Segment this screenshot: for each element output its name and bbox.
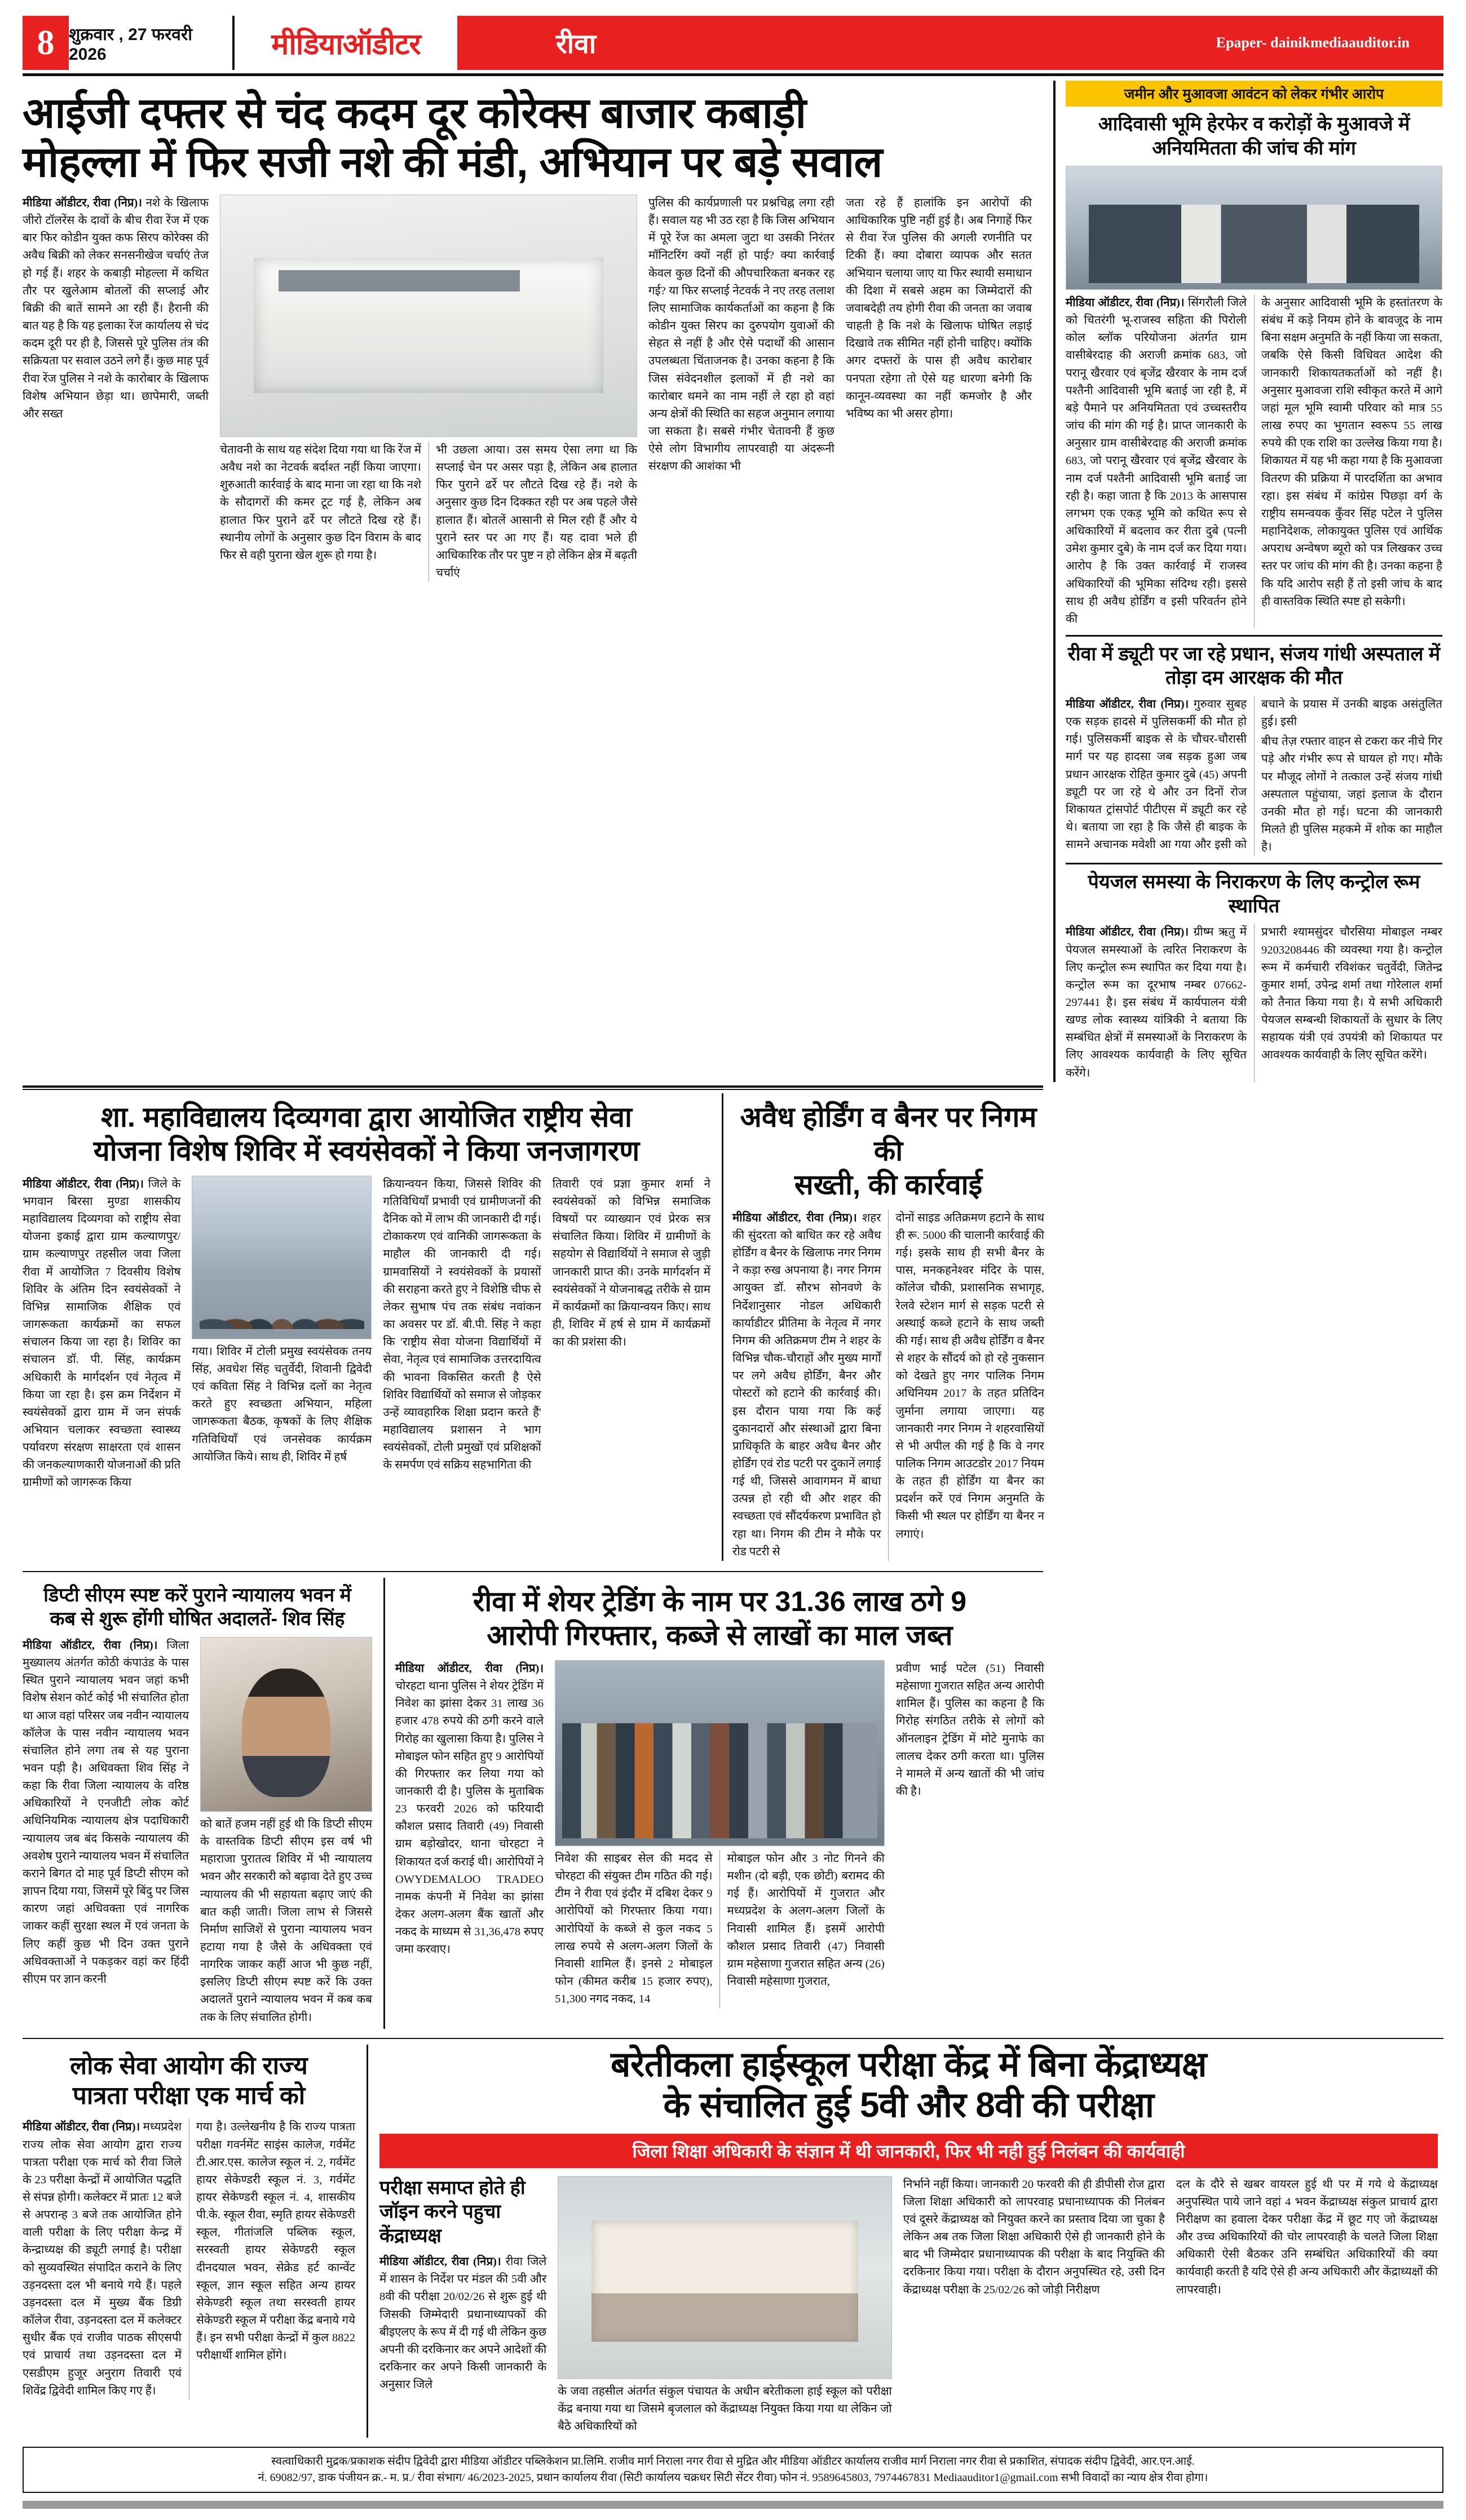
masthead-rule bbox=[23, 73, 1443, 76]
sidebar-mid-body bbox=[1066, 696, 1442, 856]
story-share-trading bbox=[383, 1578, 1044, 2029]
lead-byline: मीडिया ऑडीटर, रीवा (निप्र)। bbox=[23, 197, 143, 209]
psc-headline bbox=[23, 2051, 355, 2111]
nss-col4-text: तिवारी एवं प्रज्ञा कुमार शर्मा ने स्वयंसेवकों को विभिन्न समाजिक विषयों पर व्याख्यान एवं प्रेरक सत्र संचालित किया। शिविर में ग्रामीणों के सहयोग से विद्यार्थियों ने समाज से जुड़ी जानकारी प्राप्त की। उनके मार्गदर्शन में स्वयंसेवकों ने योजनाबद्ध तरीके से ग्राम में कार्यक्रमों का क्रियान्वयन किए। साथ ही, शिविर में हर्ष से ग्राम में कार्यक्रमों का की प्रशंसा की। bbox=[552, 1177, 710, 1349]
deputy-cm-headline bbox=[23, 1583, 372, 1631]
lead-col-5 bbox=[846, 195, 1032, 582]
mid-section-rule bbox=[23, 1085, 1043, 1090]
nss-headline-line2: योजना विशेष शिविर में स्वयंसेवकों ने किया जनजागरण bbox=[93, 1135, 640, 1167]
nss-col1-text: जिले के भगवान बिरसा मुण्डा शासकीय महाविद्यालय दिव्यगवा को राष्ट्रीय सेवा योजना इकाई द्वारा ग्राम कल्याणपुर/ग्राम कल्याणपुर तहसील जवा जिला रीवा में आयोजित 7 दिवसीय विशेष शिविर के अंतिम दिन स्वयंसेवकों ने विभिन्न सामाजिक शैक्षिक एवं जागरूकता कार्यक्रमों का सफल संचालन किया जा रहा है। शिविर का संचालन डॉ. पी. सिंह, कार्यक्रम अधिकारी के मार्गदर्शन एवं नेतृत्व में किया जा रहा है। इस क्रम निर्देशन में स्वयंसेवकों द्वारा ग्राम में जन संपर्क अभियान चलाकर स्वच्छता स्वास्थ्य पर्यावरण संरक्षण साक्षरता एवं शासन की जनकल्याणकारी योजनाओं की प्रति ग्रामीणों को जागरूक किया bbox=[23, 1177, 181, 1489]
lead-col1-text: नशे के खिलाफ जीरो टॉलरेंस के दावों के बीच रीवा रेंज में एक बार फिर कोडीन युक्त कफ सिरप कोरेक्स की अवैध बिक्री को लेकर सनसनीखेज चर्चाएं तेज हो गई हैं। शहर के कबाड़ी मोहल्ला में कथित तौर पर खुलेआम बोतलों की सप्लाई और बिक्री की बातें सामने आ रही हैं। हैरानी की बात यह है कि यह इलाका रेंज कार्यालय से चंद कदम दूरी पर ही है, जिससे पूरे पुलिस तंत्र की सक्रियता पर सवाल उठने लगे हैं। कुछ माह पूर्व रीवा रेंज पुलिस ने नशे के कारोबार के खिलाफ विशेष अभियान छेड़ा था। छापेमारी, जब्ती और सख्त bbox=[23, 197, 209, 420]
right-sidebar bbox=[1053, 81, 1442, 1082]
masthead-red-bar bbox=[457, 16, 1443, 70]
bottom-section bbox=[23, 2045, 1443, 2438]
exam-col-3 bbox=[903, 2176, 1165, 2438]
sidebar-bottom-headline: पेयजल समस्या के निराकरण के लिए कन्ट्रोल रूम स्थापित bbox=[1088, 871, 1420, 917]
footer-line-2: नं. 69082/97, डाक पंजीयन क्र.- म. प्र./ रीवा संभाग/ 46/2023-2025, प्रधान कार्यालय रीवा (सिटी कार्यालय चक्रधर सिटी सेंटर रीवा) फोन नं. 9589645803, 7974467831 Mediaauditor1@gmail.com सभी विवादों का न्याय क्षेत्र रीवा होगा। bbox=[258, 2472, 1208, 2484]
share-below-photo bbox=[555, 1850, 885, 2008]
exam-col2-text: के जवा तहसील अंतर्गत संकुल पंचायत के अधीन बरेतीकला हाई स्कूल को परीक्षा केंद्र बनाया गया था जिसमे बृजलाल को केंद्राध्यक्ष नियुक्त किया गया था लेकिन जो बैठे अधिकारियों को bbox=[558, 2385, 892, 2433]
exam-headline bbox=[379, 2045, 1438, 2126]
sidebar-top-col2: के अनुसार आदिवासी भूमि के हस्तांतरण के संबंध में कड़े नियम होने के बावजूद के नाम बिना सक्षम अनुमति के नहीं किया जा सकता, जबकि ऐसे किसी विधिवत आदेश की जानकारी शिकायतकर्ताओं को नहीं है। अनुसार मुआवजा राशि स्वीकृत करते में आगे जहां मूल भूमि स्वामी परिवार को मात्र 55 लाख रुपए का भुगतान स्वरूप 55 लाख रुपये की एक राशि का उल्लेख किया गया है। शिकायत में यह भी कहा गया है कि मुआवजा वितरण की प्रक्रिया में पारदर्शिता का अभाव रहा। इस संबंध में कांग्रेस पिछड़ा वर्ग के राष्ट्रीय समन्वयक कुँवर सिंह पटेल ने पुलिस महानिदेशक, लोकायुक्त पुलिस एवं आर्थिक अपराध अन्वेषण ब्यूरो को पत्र लिखकर उच्च स्तर पर जांच की मांग की है। उनका कहना है कि यदि आरोप सही हैं तो इसी जांच के बाद ही वास्तविक स्थिति स्पष्ट हो सकेगी। bbox=[1261, 297, 1442, 608]
exam-photo-wrap bbox=[558, 2176, 892, 2438]
sidebar-bottom-col1: ग्रीष्म ऋतु में पेयजल समस्याओं के त्वरित निराकरण के लिए कन्ट्रोल रूम स्थापित कर दिया गया है। कन्ट्रोल रूम का दूरभाष नम्बर 07662-297441 है। इस संबंध में कार्यपालन यंत्री खण्ड लोक स्वास्थ्य यांत्रिकी ने बताया कि सम्बंधित क्षेत्रों में समस्याओं के निराकरण के लिए आवश्यक कार्यवाही के लिए सूचित करेंगे। bbox=[1066, 926, 1247, 1079]
nss-byline: मीडिया ऑडीटर, रीवा (निप्र)। bbox=[23, 1177, 144, 1190]
deputy-cm-photo bbox=[200, 1637, 372, 1812]
share-byline: मीडिया ऑडीटर, रीवा (निप्र)। bbox=[395, 1662, 544, 1675]
hoarding-byline: मीडिया ऑडीटर, रीवा (निप्र)। bbox=[732, 1211, 857, 1224]
nss-col-3 bbox=[383, 1176, 541, 1494]
deputy-cm-col2-wrap bbox=[200, 1816, 372, 2027]
nss-col3-text: क्रियान्वयन किया, जिससे शिविर की गतिविधियाँ प्रभावी एवं ग्रामीणजनों की दैनिक को में लाभ की जानकारी दी गई। टोकाकरण एवं वानिकी जागरूकता के माहौल की जानकारी दी गई। ग्रामवासियों ने स्वयंसेवकों के प्रयासों की सराहना करते हुए ने विशेष्ठि चीफ से लेकर सुभाष पंच तक संबंध नवांकन का अवसर पर डॉ. बी.पी. सिंह ने कहा कि 'राष्ट्रीय सेवा योजना विद्यार्थियों में सेवा, नेतृत्व एवं सामाजिक उत्तरदायित्व की भावना विकसित करती है ऐसे शिविर विद्यार्थियों को समाज से जोड़कर उन्हें व्यावहारिक शिक्षा प्रदान करते हैं' महाविद्यालय प्रशासन ने भाग स्वयंसेवकों, टोली प्रमुखों एवं प्रशिक्षकों के समर्पण एवं सक्रिय सहभागिता की bbox=[383, 1177, 541, 1472]
nss-col-4 bbox=[553, 1176, 710, 1494]
exam-red-banner: जिला शिक्षा अधिकारी के संज्ञान में थी जानकारी, फिर भी नही हुई निलंबन की कार्यवाही bbox=[379, 2134, 1438, 2168]
masthead bbox=[23, 16, 1443, 70]
mid-section bbox=[23, 1093, 1443, 1561]
psc-col2-text: गया है। उल्लेखनीय है कि राज्य पात्रता परीक्षा गवर्नमेंट साइंस कालेज, गर्वमेंट टी.आर.एस. कालेज स्कूल नं. 2, गर्वमेंट हायर सेकेण्डरी स्कूल नं. 3, गर्वमेंट हायर सेकेण्डरी स्कूल नं. 4, शासकीय पी.के. स्कूल रीवा, स्मृति हायर सेकेण्डरी स्कूल, गीतांजलि पब्लिक स्कूल, सरस्वती हायर सेकेण्डरी स्कूल दीनदयाल भवन, सेक्रेड हर्ट कान्वेंट स्कूल, ज्ञान स्कूल सहित अन्य हायर सेकेण्डरी स्कूल तथा सरस्वती हायर सेकेण्डरी स्कूल में परीक्षा केंद्र बनाये गये हैं। इन सभी परीक्षा केन्द्रों में कुल 8822 परीक्षार्थी शामिल होंगे। bbox=[196, 2121, 355, 2362]
sidebar-top-headline: आदिवासी भूमि हेरफेर व करोड़ों के मुआवजे में अनियमितता की जांच की मांग bbox=[1098, 113, 1410, 159]
psc-body bbox=[23, 2119, 355, 2400]
hoarding-col1-text: शहर की सुंदरता को बाधित कर रहे अवैध होर्डिंग व बैनर के खिलाफ नगर निगम ने कड़ा रुख अपनाया है। नगर निगम आयुक्त डॉ. सौरभ सोनवणे के निर्देशानुसार नोडल अधिकारी कार्याडीटर प्रीतिमा के नेतृत्व में नगर निगम की अतिक्रमण टीम ने शहर के विभिन्न चौक-चौराहों और मुख्य मार्गों पर लगे अवैध होर्डिंग, बैनर और पोस्टरों को हटाने की कार्रवाई की। इस दौरान पाया गया कि कई दुकानदारों और संस्थाओं द्वारा बिना प्राधिकृति के बाहर अवैध बैनर और होर्डिंग एवं रोड पटरी पर दुकानें लगाई गई थी, जिससे आवागमन में बाधा उत्पन्न हो रही थी और शहर की स्वच्छता एवं सौंदर्यकरण प्रभावित हो रहा था। निगम की टीम ने मौके पर रोड पटरी से bbox=[732, 1211, 881, 1558]
deputy-cm-headline-line2: कब से शुरू होंगी घोषित अदालतें- शिव सिंह bbox=[50, 1608, 345, 1630]
share-col-4 bbox=[896, 1660, 1044, 2008]
sidebar-mid-headline: रीवा में ड्यूटी पर जा रहे प्रधान, संजय गांधी अस्पताल में तोड़ा दम आरक्षक की मौत bbox=[1067, 643, 1441, 689]
lead-body-row bbox=[23, 195, 1043, 582]
psc-headline-line2: पात्रता परीक्षा एक मार्च को bbox=[72, 2081, 306, 2109]
sidebar-bottom-body bbox=[1066, 924, 1442, 1082]
lead-headline bbox=[23, 89, 1043, 187]
share-col1-text: चोरहटा थाना पुलिस ने शेयर ट्रेडिंग में निवेश का झांसा देकर 31 लाख 36 हजार 478 रुपये की ठगी करने वाले गिरोह का खुलासा किया है। पुलिस ने मोबाइल फोन सहित हुए 9 आरोपियों की गिरफ्तार कर लिया गया को जानकारी दी है। पुलिस के मुताबिक 23 फरवरी 2026 को फरियादी कौशल प्रसाद तिवारी (49) निवासी ग्राम बड़ोखोदर, थाना चोरहटा ने शिकायत दर्ज कराई थी। आरोपियों ने OWYDEMALOO TRADEO नामक कंपनी में निवेश का झांसा देकर अलग-अलग बैंक खातों और नकद के माध्यम से 31,36,478 रुपए जमा करवाए। bbox=[395, 1680, 544, 1956]
sidebar-top-photo bbox=[1066, 166, 1442, 290]
deputy-cm-col1-text: जिला मुख्यालय अंतर्गत कोठी कंपाउंड के पास स्थित पुराने न्यायालय भवन जहां कभी विशेष सेशन कोर्ट कोई भी संचालित होता था आज वहां परिसर जब नवीन न्यायालय कॉलेज के पास नवीन न्यायालय भवन संचालित होने लगा तब से यह पुराना भवन पड़ी है। अधिवक्ता शिव सिंह ने कहा कि रीवा जिला न्यायालय के वरिष्ठ अधिकारियों ने एनजीटी लोक कोर्ट अधिनियमिक न्यायालय क्षेत्र पदाधिकारी न्यायालय जब बंद किसके न्यायालय की अवशेष पुराने न्यायालय भवन में संचालित कराने बिगत दो माह पूर्व डिप्टी सीएम को ज्ञापन दिया गया, जिसमें पूरे बिंदु पर जिस कारण जहां अधिवक्ता एवं नागरिक जाकर कहीं सुरक्षा स्थल में एवं जनता के लिए कहीं कुछ भी दिन उक्त पुराने अधिवक्ताओं ने पकड़कर वहां कर हिंदी सीएम पर ज्ञान करनी bbox=[23, 1639, 189, 1985]
nss-body-row bbox=[23, 1176, 710, 1494]
story-hoarding bbox=[722, 1093, 1044, 1561]
nss-col2-wrap bbox=[192, 1343, 372, 1466]
exam-sub-headline: परीक्षा समाप्त होते ही जॉइन करने पहुचा केंद्राध्यक्ष bbox=[379, 2177, 526, 2247]
hoarding-headline-line1: अवैध होर्डिंग व बैनर पर निगम की bbox=[740, 1101, 1037, 1167]
page-number-badge: 8 bbox=[23, 16, 69, 70]
psc-byline: मीडिया ऑडीटर, रीवा (निप्र)। bbox=[23, 2121, 140, 2134]
story-nss bbox=[23, 1093, 710, 1561]
exam-headline-line2: के संचालित हुई 5वी और 8वी की परीक्षा bbox=[663, 2085, 1154, 2125]
exam-col-4 bbox=[1176, 2176, 1438, 2438]
deputy-cm-col2-text: को बातें हजम नहीं हुई थी कि डिप्टी सीएम के वास्तविक डिप्टी सीएम इस वर्ष भी महाराजा पुरातत्व शिविर में भी न्यायालय भवन और सरकारी को बढ़ावा देते हुए उच्च न्यायालय की भी सहायता बढ़ाए जाएं की बात कही जाती। जिला लाभ से जिससे निर्माण साजिशें से पुराना न्यायालय भवन हटाया गया है जैसे के अधिवक्ता एवं नागरिक जाकर कहीं आज भी कुछ नहीं, इसलिए डिप्टी सीएम स्पष्ट करें कि उक्त अदालतें पुराने न्यायालय भवन में कब कब तक के लिए संचालित होगी। bbox=[200, 1817, 372, 2024]
sidebar-top-col1: सिंगरौली जिले को चितरंगी भू-राजस्व सहिता की पिरोली कोल ब्लॉक परियोजना अंतर्गत ग्राम वासीबेरदाह की अराजी क्रमांक 683, जो परानू खैरवार एवं बृजेंद्र खैरवार के नाम दर्ज पश्तैनी आदिवासी भूमि बताई जा रही है, में बड़े पैमाने पर अनियमितता एवं उच्चस्तरीय जांच की मांग की गई है। प्राप्त जानकारी के अनुसार ग्राम वासीबेरदाह की अराजी क्रमांक 683, जो परानू खैरवार एवं बृजेंद्र खैरवार के नाम दर्ज पश्तैनी आदिवासी भूमि बताई जा रही है। कहा जाता है कि 2013 के आसपास लगभग एक एकड़ भूमि को कथित रूप से अधिकारियों में बदलाव कर रीता दुबे (पत्नी उमेश कुमार दुबे) के नाम दर्ज कर दिया गया। आरोप है कि उक्त कार्रवाई में राजस्व अधिकारियों की भूमिका संदिग्ध रही। इससे साथ ही अवैध होर्डिंग व इसी परिवर्तन होने की bbox=[1066, 297, 1247, 625]
epaper-url[interactable]: Epaper- dainikmediaauditor.in bbox=[1216, 34, 1410, 51]
share-headline-line1: रीवा में शेयर ट्रेडिंग के नाम पर 31.36 लाख ठगे 9 bbox=[473, 1585, 967, 1617]
sidebar-top-body bbox=[1066, 294, 1442, 628]
share-col4-text: प्रवीण भाई पटेल (51) निवासी महेसाणा गुजरात सहित अन्य आरोपी शामिल हैं। पुलिस का कहना है कि गिरोह संगठित तरीके से लोगों को ऑनलाइन ट्रेडिंग में मोटे मुनाफे का लालच देकर ठगी करता था। पुलिस ने मामले में अन्य खातों की भी जांच की है। bbox=[895, 1662, 1044, 1798]
story-exam bbox=[366, 2045, 1438, 2438]
footer-line-1: स्वत्वाधिकारी मुद्रक/प्रकाशक संदीप द्विवेदी द्वारा मीडिया ऑडीटर पब्लिकेशन प्रा.लिमि. राजीव मार्ग निराला नगर रीवा से मुद्रित और मीडिया ऑडीटर कार्यालय राजीव मार्ग निराला नगर रीवा से प्रकाशित, संपादक संदीप द्विवेदी, आर.एन.आई. bbox=[271, 2455, 1195, 2468]
publication-date: शुक्रवार , 27 फरवरी 2026 bbox=[69, 25, 192, 64]
nss-col-1 bbox=[23, 1176, 180, 1494]
psc-col1-text: मध्यप्रदेश राज्य लोक सेवा आयोग द्वारा राज्य पात्रता परीक्षा एक मार्च को रीवा जिले के 23 परीक्षा केन्द्रों में आयोजित पद्धति से संपन्न होगी। कलेक्टर में प्रातः 12 बजे से अपरान्ह 3 बजे तक आयोजित होने वाली परीक्षा के लिए परीक्षा केन्द्र में केन्द्राध्यक्ष की ड्यूटी लगाई है। परीक्षा को सुव्यवस्थित संपादित कराने के लिए उड़नदस्ता दल भी बनाये गये हैं। पहले उड़नदस्ता दल में मुख्य बैंक डिग्री कॉलेज रीवा, उड़नदस्ता दल में कलेक्टर सुधीर बैंक एवं राजीव पाठक सीएसपी एवं प्राचार्य तथा उड़नदस्ता दल में एसडीएम हुजूर अनुराग तिवारी एवं शिवेंद्र द्विवेदी शामिल किए गए हैं। bbox=[23, 2121, 182, 2397]
lead-photo-belowtext bbox=[220, 442, 637, 582]
exam-col1-text: रीवा जिले में शासन के निर्देश पर मंडल की 5वी और 8वी की परीक्षा 20/02/26 से शुरू हुई थी जिसकी जिम्मेदारी प्रधानाध्यापकों की बीइएलए के रूप में दी गई थी लेकिन कुछ अपनी की दरकिनार कर अपने आदेशों की दरकिनार कर अपने किसी जानकारी के अनुसार जिले bbox=[379, 2256, 547, 2391]
hoarding-col2-text: दोनों साइड अतिक्रमण हटाने के साथ ही रू. 5000 की चालानी कार्रवाई की गई। इसके साथ ही सभी बैनर के पास, मनकहनेश्वर मंदिर के पास, कॉलेज चौकी, प्रशासनिक सभागृह, रेलवे स्टेशन मार्ग से सड़क पटरी से अस्थाई कब्जे हटाने के साथ जब्ती की गई। साथ ही अवैध होर्डिंग व बैनर से शहर के सौंदर्य को हो रहे नुकसान को देखते हुए नगर पालिक निगम अधिनियम 2017 के तहत प्रतिदिन जुर्माना लगाया जाएगा। यह जानकारी नगर निगम ने शहरवासियों से भी अपील की गई है कि वे नगर पालिक निगम आउटडोर 2017 नियम के तहत ही होर्डिंग या बैनर का प्रदर्शन करें एवं निगम अनुमति के किसी भी स्थल पर होर्डिंग या बैनर न लगाएं। bbox=[895, 1211, 1044, 1541]
deputy-cm-col-1 bbox=[23, 1637, 189, 2029]
sidebar-kicker: जमीन और मुआवजा आवंटन को लेकर गंभीर आरोप bbox=[1066, 81, 1442, 107]
sidebar-mid-byline: मीडिया ऑडीटर, रीवा (निप्र)। bbox=[1066, 698, 1189, 710]
exam-body-row bbox=[379, 2176, 1438, 2438]
sidebar-mid-col2: बीच तेज़ रफ्तार वाहन से टकरा कर नीचे गिर पड़े और गंभीर रूप से घायल हो गए। मौके पर मौजूद लोगों ने तत्काल उन्हें संजय गांधी अस्पताल पहुंचाया, जहां इलाज के दौरान उनकी मौत हो गई। घटना की जानकारी मिलते ही पुलिस महकमे में शोक का माहौल है। bbox=[1261, 735, 1442, 854]
lead-col3-text: भी उछला आया। उस समय ऐसा लगा था कि सप्लाई चेन पर असर पड़ा है, लेकिन अब हालात फिर पुराने ढर्रे पर लौटते दिख रहे हैं। नशे के अनुसार कुछ दिन दिक्कत रही पर अब पहले जैसे हालात हैं। बोतलें आसानी से मिल रही हैं और ये पुराने स्तर पर आ गए हैं। यह दावा भले ही आधिकारिक तौर पर पुष्ट न हो लेकिन क्षेत्र में बढ़ती चर्चाएं bbox=[436, 444, 637, 580]
nss-photo bbox=[192, 1176, 372, 1339]
exam-col3-text: निर्भाने नहीं किया। जानकारी 20 फरवरी की ही डीपीसी रोज द्वारा जिला शिक्षा अधिकारी को लापरवाह प्रधानाध्यापक की निलंबन एवं दूसरे केंद्राध्यक्ष को नियुक्त करने का प्रस्ताव दिया जा चुका है लेकिन अब तक जिला शिक्षा अधिकारी ऐसे ही जानकारी होने के बाद भी जिम्मेदार प्रधानाध्यापक की परीक्षा के बाद नियुक्ति की दरकिनार किया गया। परीक्षा के दौरान अनुपस्थित रहे, उसी दिन केंद्राध्यक्ष परीक्षा के 25/02/26 को जोड़ी निरीक्षण bbox=[903, 2178, 1165, 2296]
footer-gray-bar bbox=[23, 2501, 1443, 2509]
lead-photo bbox=[220, 195, 637, 437]
hoarding-body bbox=[732, 1210, 1044, 1561]
share-photo-wrap bbox=[555, 1660, 885, 2008]
share-photo bbox=[555, 1660, 885, 1846]
hoarding-headline bbox=[732, 1100, 1044, 1202]
share-headline bbox=[395, 1585, 1044, 1652]
third-section bbox=[23, 1578, 1443, 2029]
nss-col2-text: गया। शिविर में टोली प्रमुख स्वयंसेवक तनय सिंह, अवधेश सिंह चतुर्वेदी, शिवानी द्विवेदी एवं कविता सिंह ने विभिन्न दलों का नेतृत्व करते हुए स्वच्छता अभियान, महिला जागरूकता बैठक, कृषकों के लिए शैक्षिक गतिविधियाँ एवं जनसेवक कार्यक्रम आयोजित किये। साथ ही, शिविर में हर्ष bbox=[192, 1345, 372, 1463]
story-psc bbox=[23, 2045, 355, 2438]
share-col-1 bbox=[395, 1660, 544, 2008]
hoarding-headline-line2: सख्ती, की कार्रवाई bbox=[794, 1168, 983, 1201]
exam-byline: मीडिया ऑडीटर, रीवा (निप्र)। bbox=[379, 2256, 501, 2269]
lead-col-1 bbox=[23, 195, 209, 582]
lead-col2-text: चेतावनी के साथ यह संदेश दिया गया था कि रेंज में अवैध नशे का नेटवर्क बर्दाश्त नहीं किया जाएगा। शुरुआती कार्रवाई के बाद माना जा रहा था कि नशे के सौदागरों की कमर टूट गई है, लेकिन अब हालात फिर पुराने ढर्रे पर लौटते दिख रहे हैं। स्थानीय लोगों के अनुसार कुछ दिन विराम के बाद फिर से वही पुराना खेल शुरू हो गया है। bbox=[220, 444, 421, 562]
bottom-section-rule bbox=[23, 2038, 1443, 2039]
exam-headline-line1: बरेतीकला हाईस्कूल परीक्षा केंद्र में बिना केंद्राध्यक्ष bbox=[611, 2045, 1207, 2084]
sidebar-rule-1 bbox=[1066, 635, 1442, 637]
lead-photo-wrap bbox=[220, 195, 637, 582]
exam-col-1 bbox=[379, 2176, 546, 2438]
brand-logo: मीडियाऑडीटर bbox=[271, 28, 421, 61]
lead-col-4 bbox=[648, 195, 834, 582]
third-section-rule bbox=[23, 1571, 1043, 1572]
exam-col2-wrap bbox=[558, 2383, 892, 2435]
exam-col1-wrap bbox=[379, 2253, 546, 2394]
sidebar-rule-2 bbox=[1066, 863, 1442, 864]
sidebar-top-byline: मीडिया ऑडीटर, रीवा (निप्र)। bbox=[1066, 297, 1185, 309]
sidebar-bottom-byline: मीडिया ऑडीटर, रीवा (निप्र)। bbox=[1066, 926, 1189, 939]
share-col2-text: निवेश की साइबर सेल की मदद से चोरहटा की संयुक्त टीम गठित की गई। टीम ने रीवा एवं इंदौर में दबिश देकर 9 आरोपियों को गिरफ्तार किया गया। आरोपियों के कब्जे से कुल नकद 5 लाख रुपये से अलग-अलग जिलों के निवासी शामिल हैं। इनसे 2 मोबाइल फोन (कीमत करीब 15 हजार रुपए), 51,300 नगद नकद, 14 bbox=[555, 1852, 713, 2006]
lead-col4-text: पुलिस की कार्यप्रणाली पर प्रश्नचिह्न लगा रही हैं। सवाल यह भी उठ रहा है कि जिस अभियान में पूरे रेंज का अमला जुटा था उसकी निरंतर मॉनिटरिंग क्यों नहीं हो पाई? क्या कार्रवाई केवल कुछ दिनों की औपचारिकता बनकर रह गई? या फिर सप्लाई नेटवर्क ने नए तरह तलाश लिए सामाजिक कार्यकर्ताओं का कहना है कि कोडीन युक्त सिरप का दुरुपयोग युवाओं की सेहत से नहीं है और ऐसे पदार्थों की आसान उपलब्धता चिंताजनक है। उनका कहना है कि जिस संवेदनशील इलाकों में ही नशे का कारोबार थमने का नाम नहीं ले रहा हो वहां अन्य क्षेत्रों की स्थिति का सहज अनुमान लगाया जा सकता है। सबसे गंभीर चेतावनी हैं कुछ ऐसे लोग विभागीय लापरवाही या अंदरूनी संरक्षण की आशंका भी bbox=[648, 197, 834, 473]
exam-photo bbox=[558, 2176, 892, 2379]
lead-col5-text: जता रहे हैं हालांकि इन आरोपों की आधिकारिक पुष्टि नहीं हुई है। अब निगाहें फिर से रीवा रेंज पुलिस की अगली रणनीति पर टिकी हैं। क्या दोबारा व्यापक और सतत अभियान चलाया जाए या फिर स्थायी समाधान की दिशा में सबसे अहम का जिम्मेदारों की जवाबदेही तय होगी रीवा की जनता का जवाब चाहती है कि नशे के खिलाफ घोषित लड़ाई दिखावे तक सीमित नहीं होनी चाहिए। क्योंकि अगर दफ्तरों के पास ही अवैध कारोबार पनपता रहेगा तो ऐसे यह धारणा बनेगी कि कानून-व्यवस्था का नहीं कमजोर है और भविष्य का भी असर होगा। bbox=[846, 197, 1032, 420]
nss-photo-wrap bbox=[192, 1176, 372, 1494]
psc-headline-line1: लोक सेवा आयोग की राज्य bbox=[70, 2051, 308, 2080]
deputy-cm-byline: मीडिया ऑडीटर, रीवा (निप्र)। bbox=[23, 1639, 158, 1652]
story-deputy-cm bbox=[23, 1578, 372, 2029]
share-col3-text: मोबाइल फोन और 3 नोट गिनने की मशीन (दो बड़ी, एक छोटी) बरामद की गई हैं। आरोपियों में गुजरात और मध्यप्रदेश के अलग-अलग जिलों के निवासी शामिल हैं। इसमें आरोपी कौशल प्रसाद तिवारी (47) निवासी ग्राम महेसाणा गुजरात सहित अन्य (26) निवासी महेसाणा गुजरात, bbox=[727, 1852, 885, 1988]
nss-headline-line1: शा. महाविद्यालय दिव्यगवा द्वारा आयोजित राष्ट्रीय सेवा bbox=[101, 1101, 632, 1133]
exam-col4-text: दल के दौरे से खबर वायरल हुई थी पर में गये थे केंद्राध्यक्ष अनुपस्थित पाये जाने वहां 4 भवन केंद्राध्यक्ष संकुल प्राचार्य द्वारा निरीक्षण का हवाला देकर परीक्षा केंद्र में छूट गए जो केंद्राध्यक्ष और उच्च अधिकारियों की चोर लापरवाही के चलते जिला शिक्षा अधिकारी ऐसी बैठकर उनि सम्बंधित अधिकारियों की क्या कार्यवाही करती है यदि ऐसे ही अन्य अधिकारी और केंद्राध्यक्षों की लापरवाही। bbox=[1176, 2178, 1438, 2296]
footer-imprint bbox=[23, 2447, 1443, 2493]
lead-story bbox=[23, 81, 1043, 1082]
sidebar-bottom-col2: प्रभारी श्यामसुंदर चौरसिया मोबाइल नम्बर 9203208446 की व्यवस्था गया है। कन्ट्रोल रूम में कर्मचारी रविशंकर चतुर्वेदी, जितेन्द्र कुमार शर्मा, उपेन्द्र शर्मा तथा गोरेलाल शर्मा को तैनात किया गया है। ये सभी अधिकारी पेयजल सम्बन्धी शिकायतों के सुधार के लिए सहायक यंत्री एवं उपयंत्री को शिकायत पर आवश्यक कार्यवाही के लिए सूचित करेंगे। bbox=[1261, 926, 1442, 1062]
deputy-cm-body-row bbox=[23, 1637, 372, 2029]
edition-city: रीवा bbox=[556, 29, 597, 59]
sidebar-mid-col1: गुरुवार सुबह एक सड़क हादसे में पुलिसकर्मी की मौत हो गई। पुलिसकर्मी बाइक से के चौचर-चौरासी मार्ग पर यह हादसा जब सड़क हुआ जब प्रधान आरक्षक रोहित कुमार दुबे (45) अपनी ड्यूटी पर जा रहे थे और उन दिनों रोज शिकायत ट्रांसपोर्ट पीटीएस में ड्यूटी कर रहे थे। बताया जा रहा है कि जैसे ही बाइक के सामने अचानक मवेशी आ गया और इसी को बचाने के प्रयास में उनकी बाइक असंतुलित हुई। इसी bbox=[1066, 698, 1442, 851]
lead-headline-line2: मोहल्ला में फिर सजी नशे की मंडी, अभियान पर बड़े सवाल bbox=[23, 138, 882, 186]
share-body-row bbox=[395, 1660, 1044, 2008]
top-section bbox=[23, 81, 1443, 1082]
deputy-cm-photo-wrap bbox=[200, 1637, 372, 2029]
nss-headline bbox=[23, 1100, 710, 1168]
share-headline-line2: आरोपी गिरफ्तार, कब्जे से लाखों का माल जब्त bbox=[487, 1619, 953, 1651]
lead-headline-line1: आईजी दफ्तर से चंद कदम दूर कोरेक्स बाजार कबाड़ी bbox=[23, 89, 806, 136]
deputy-cm-headline-line1: डिप्टी सीएम स्पष्ट करें पुराने न्यायालय भवन में bbox=[43, 1584, 351, 1606]
